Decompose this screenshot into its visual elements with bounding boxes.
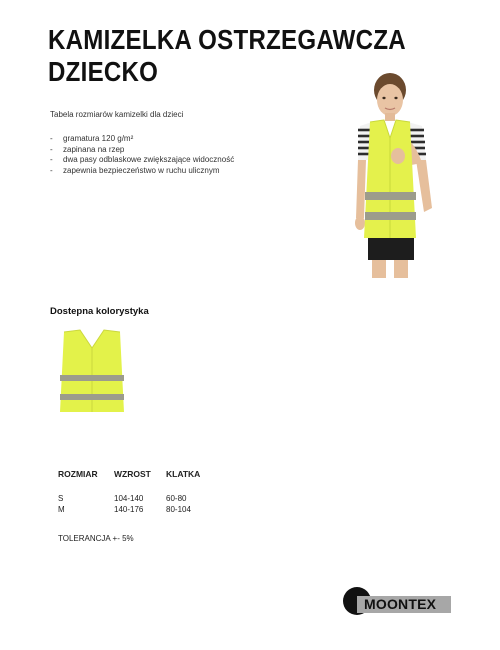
table-row (58, 504, 200, 515)
feature-item: - dwa pasy odblaskowe zwiększające widoczność (50, 155, 234, 166)
column-header: KLATKA (166, 469, 201, 479)
table-cell: 80-104 (166, 505, 191, 514)
reflective-stripe (60, 394, 124, 400)
column-header: ROZMIAR (58, 469, 98, 479)
product-photo (336, 68, 456, 280)
title-line-1: KAMIZELKA OSTRZEGAWCZA (48, 24, 406, 55)
logo-text: MOONTEX (364, 596, 437, 612)
table-cell: S (58, 494, 64, 503)
table-header-row (58, 469, 200, 493)
tolerance-note: TOLERANCJA +- 5% (58, 534, 134, 543)
feature-item: - zapinana na rzep (50, 145, 234, 156)
table-cell: 104-140 (114, 494, 144, 503)
table-row (58, 493, 200, 504)
table-cell: M (58, 505, 65, 514)
table-cell: 60-80 (166, 494, 187, 503)
colors-heading: Dostepna kolorystyka (50, 306, 149, 317)
feature-item: - zapewnia bezpieczeństwo w ruchu ulicznym (50, 166, 234, 177)
feature-list (50, 134, 234, 176)
feature-item: - gramatura 120 g/m² (50, 134, 234, 145)
vest-color-swatch (54, 328, 130, 414)
reflective-stripe (60, 375, 124, 381)
title-line-2: DZIECKO (48, 56, 159, 87)
size-table (58, 469, 200, 515)
column-header: WZROST (114, 469, 151, 479)
table-cell: 140-176 (114, 505, 144, 514)
brand-logo (343, 587, 453, 617)
subtitle: Tabela rozmiarów kamizelki dla dzieci (50, 110, 184, 119)
